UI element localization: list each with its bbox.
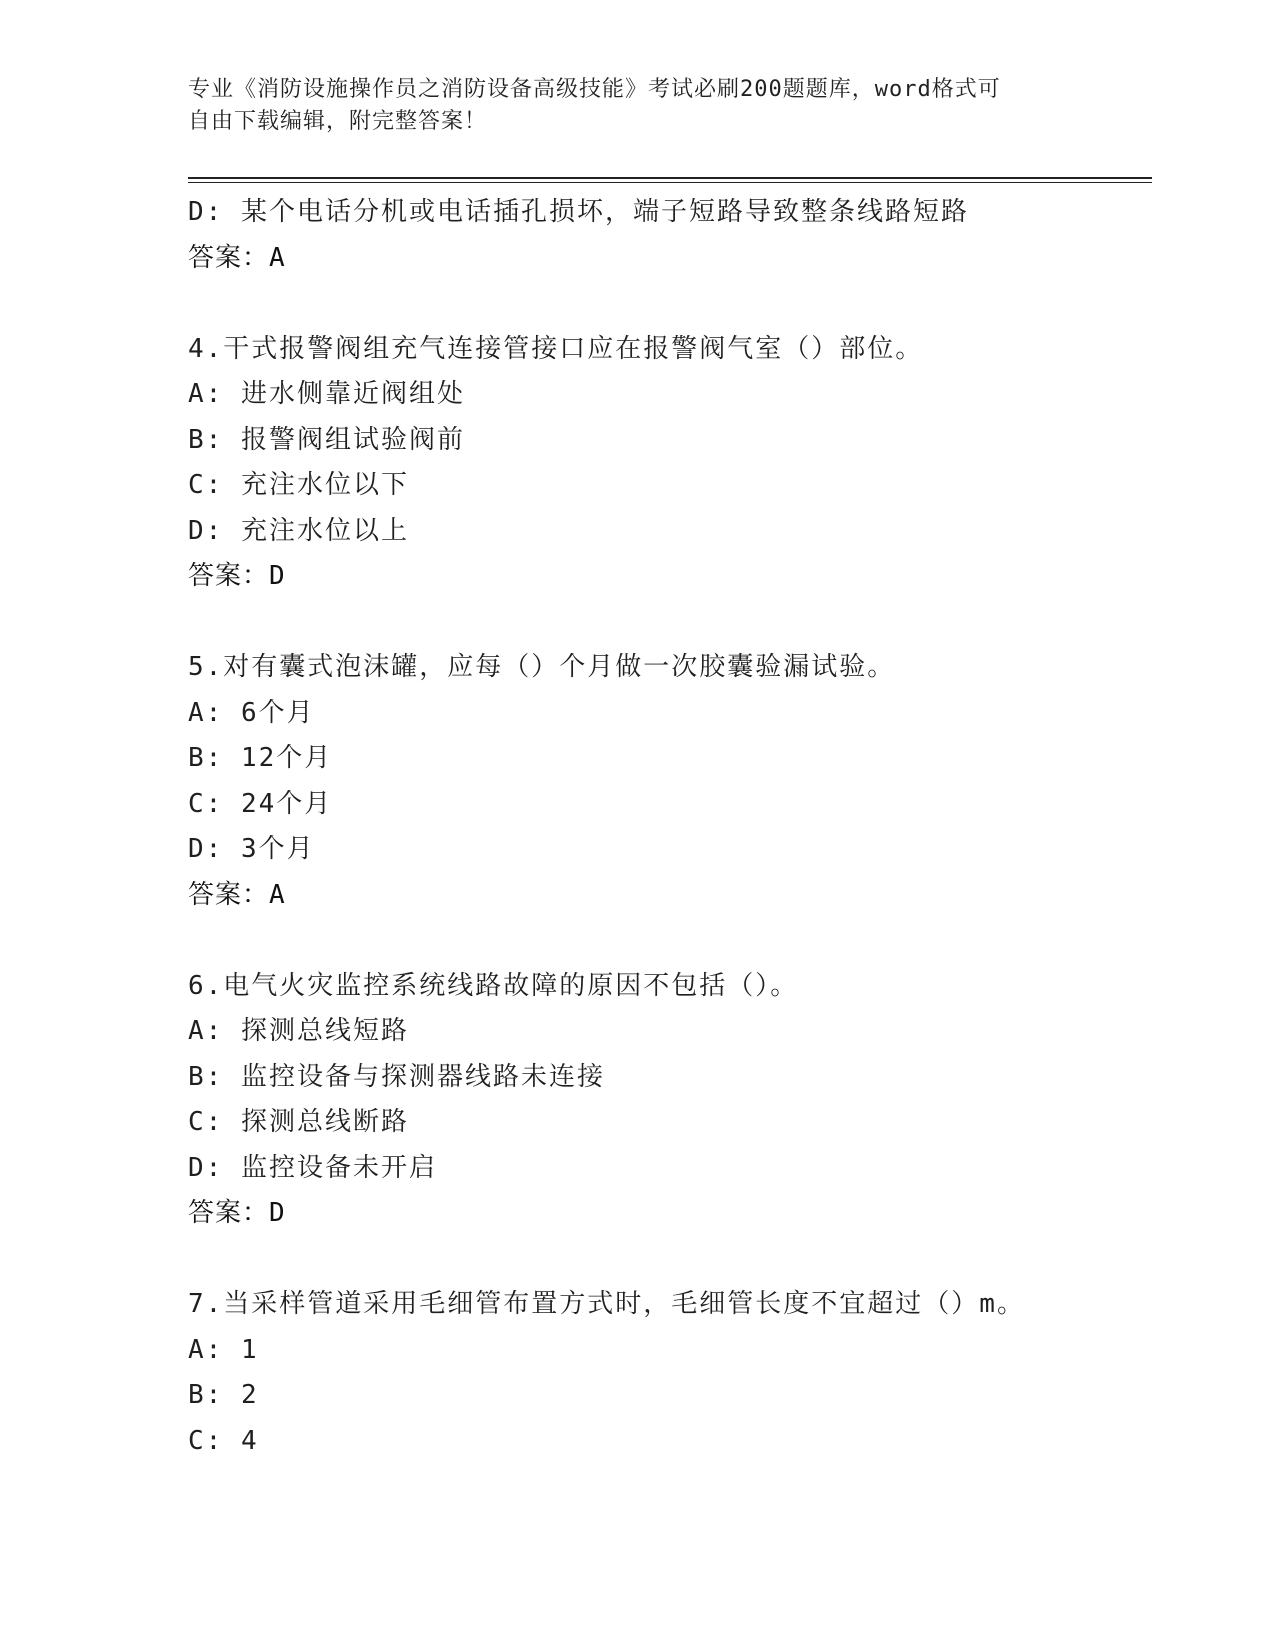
option-d: D: 某个电话分机或电话插孔损坏，端子短路导致整条线路短路 xyxy=(188,197,969,227)
question-6 xyxy=(188,964,1152,1237)
spacer xyxy=(188,918,1152,964)
spacer xyxy=(188,600,1152,646)
spacer xyxy=(188,1237,1152,1283)
document-header xyxy=(188,74,1068,138)
option-b: B: 2 xyxy=(188,1380,259,1410)
header-rule-thin xyxy=(188,182,1152,183)
question-4 xyxy=(188,327,1152,600)
option-c: C: 探测总线断路 xyxy=(188,1107,409,1137)
option-b: B: 报警阀组试验阀前 xyxy=(188,424,465,455)
question-stem: 5.对有囊式泡沫罐，应每（）个月做一次胶囊验漏试验。 xyxy=(188,652,896,682)
header-rule-thick xyxy=(188,177,1152,179)
option-a: A: 探测总线短路 xyxy=(188,1016,409,1046)
answer-line: 答案：D xyxy=(188,561,286,591)
question-5 xyxy=(188,645,1152,918)
option-d: D: 监控设备未开启 xyxy=(188,1152,437,1183)
question-stem: 7.当采样管道采用毛细管布置方式时，毛细管长度不宜超过（）m。 xyxy=(188,1289,1025,1319)
spacer xyxy=(188,281,1152,327)
option-a: A: 1 xyxy=(188,1334,259,1365)
answer-line: 答案：A xyxy=(188,879,286,910)
question-stem: 4.干式报警阀组充气连接管接口应在报警阀气室（）部位。 xyxy=(188,333,924,364)
answer-line: 答案：D xyxy=(188,1198,286,1228)
option-c: C: 24个月 xyxy=(188,788,333,819)
question-7 xyxy=(188,1282,1152,1464)
option-b: B: 12个月 xyxy=(188,743,333,773)
header-line-2: 自由下载编辑，附完整答案！ xyxy=(188,109,488,134)
header-line-1: 专业《消防设施操作员之消防设备高级技能》考试必刷200题题库，word格式可 xyxy=(188,77,1001,102)
option-a: A: 6个月 xyxy=(188,697,315,728)
option-b: B: 监控设备与探测器线路未连接 xyxy=(188,1061,605,1092)
question-3-tail xyxy=(188,190,1152,281)
option-c: C: 4 xyxy=(188,1425,259,1456)
question-list xyxy=(188,190,1152,1464)
option-c: C: 充注水位以下 xyxy=(188,470,409,500)
answer-line: 答案：A xyxy=(188,242,286,273)
option-d: D: 充注水位以上 xyxy=(188,515,409,546)
option-d: D: 3个月 xyxy=(188,834,315,864)
question-stem: 6.电气火灾监控系统线路故障的原因不包括（）。 xyxy=(188,970,799,1001)
option-a: A: 进水侧靠近阀组处 xyxy=(188,379,465,409)
